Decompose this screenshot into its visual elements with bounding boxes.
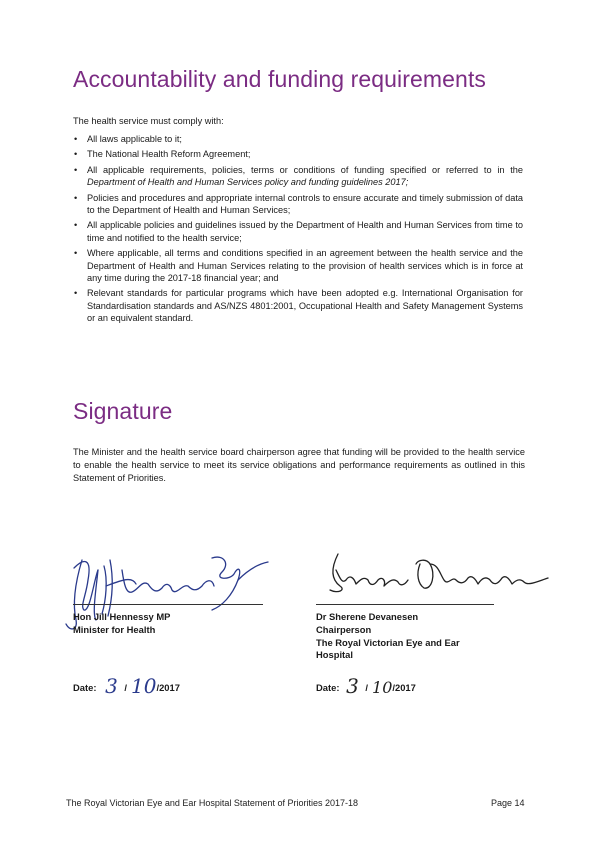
minister-role: Minister for Health: [73, 623, 156, 635]
list-item: • Policies and procedures and appropriate internal controls to ensure accurate and timely submission of data to the Department of Health and Human Services;: [74, 192, 523, 216]
chairperson-date-label: Date:: [316, 682, 340, 693]
minister-date-year: /2017: [156, 682, 180, 693]
bullet-icon: •: [74, 248, 78, 259]
chairperson-date-day: 3: [346, 674, 359, 698]
minister-date-separator: /: [124, 682, 128, 693]
list-item: • All applicable policies and guidelines issued by the Department of Health and Human Services from time to time and notified to the health service;: [74, 220, 523, 243]
minister-date-day: 3: [105, 674, 118, 698]
minister-date-month: 10: [131, 674, 157, 698]
chairperson-date-month: 10: [372, 678, 393, 697]
bullet-icon: •: [74, 288, 78, 299]
minister-signature-line: [73, 604, 263, 605]
accountability-heading: Accountability and funding requirements: [73, 66, 487, 92]
minister-date-label: Date:: [73, 682, 97, 693]
policy-guidelines-reference: Department of Health and Human Services policy and funding guidelines 2017;: [87, 177, 409, 188]
list-item: • Relevant standards for particular programs which have been adopted e.g. International Organisation for Standardisation standards and AS/NZS 4801:2001, Occupational Health and Safety Management Systems or an equivalent standard.: [74, 288, 523, 324]
chairperson-date: [316, 672, 416, 696]
bullet-icon: •: [74, 220, 78, 231]
chairperson-signature-image: [320, 550, 560, 605]
chairperson-org-line1: The Royal Victorian Eye and Ear: [316, 636, 460, 648]
bullet-icon: •: [74, 164, 78, 175]
list-item: • Where applicable, all terms and conditions specified in an agreement between the health service and the Department of Health and Human Services relating to the provision of health services which is in force at any time during the 2017-18 financial year; and: [74, 248, 523, 284]
minister-date: [73, 672, 180, 696]
requirements-list: [73, 133, 523, 328]
chairperson-signature-line: [316, 604, 494, 605]
bullet-icon: •: [74, 149, 78, 160]
footer-page-number: Page 14: [491, 798, 525, 808]
bullet-icon: •: [74, 134, 78, 144]
signature-paragraph: The Minister and the health service board chairperson agree that funding will be provided to the health service to enable the health service to meet its service obligations and performance requirements as outlined in this Statement of Priorities.: [73, 447, 525, 483]
minister-name: Hon Jill Hennessy MP: [73, 611, 171, 622]
bullet-icon: •: [74, 192, 78, 203]
chairperson-date-year: /2017: [392, 682, 416, 693]
list-item: • All laws applicable to it;: [74, 134, 182, 144]
chairperson-role: Chairperson: [316, 623, 372, 635]
chairperson-org-line2: Hospital: [316, 649, 353, 661]
signature-heading: Signature: [73, 398, 173, 424]
minister-signatory: [73, 611, 170, 637]
chairperson-date-separator: /: [365, 682, 369, 693]
chairperson-name: Dr Sherene Devanesen: [316, 611, 419, 622]
chairperson-signatory: [316, 611, 460, 662]
list-item: • The National Health Reform Agreement;: [74, 149, 251, 160]
list-item: • All applicable requirements, policies, terms or conditions of funding specified or referred to in the Department of Health and Human Services policy and funding guidelines 2017;: [74, 164, 523, 188]
footer-document-title: The Royal Victorian Eye and Ear Hospital Statement of Priorities 2017-18: [66, 798, 358, 808]
accountability-intro: The health service must comply with:: [73, 116, 224, 126]
